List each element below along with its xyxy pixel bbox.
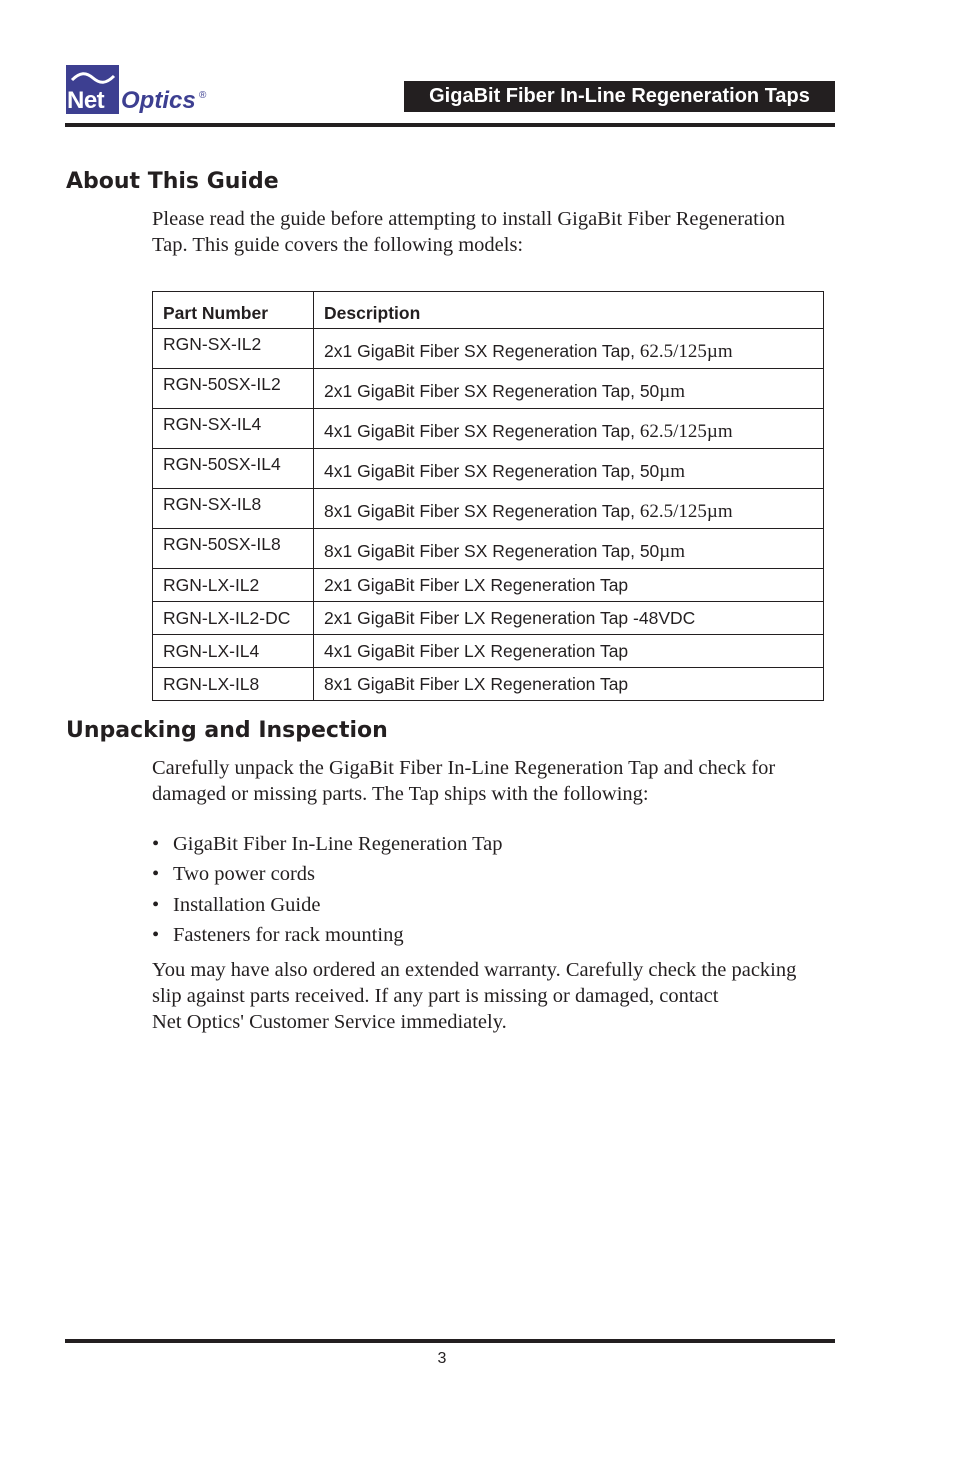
warranty-line-3: Net Optics' Customer Service immediately. xyxy=(152,1011,507,1033)
table-row xyxy=(153,369,824,409)
description-cell: 2x1 GigaBit Fiber LX Regeneration Tap -48VDC xyxy=(314,602,824,635)
description-cell: 8x1 GigaBit Fiber SX Regeneration Tap, 62.5/125µm xyxy=(314,489,824,529)
description-cell: 2x1 GigaBit Fiber LX Regeneration Tap xyxy=(314,569,824,602)
table-row xyxy=(153,635,824,668)
unpacking-intro xyxy=(152,755,842,807)
table-row xyxy=(153,529,824,569)
list-item: • GigaBit Fiber In-Line Regeneration Tap xyxy=(152,829,503,859)
column-header-description: Description xyxy=(314,292,824,329)
bullet-icon: • xyxy=(152,923,160,946)
part-number-cell: RGN-SX-IL8 xyxy=(153,489,314,529)
description-cell: 4x1 GigaBit Fiber SX Regeneration Tap, 62.5/125µm xyxy=(314,409,824,449)
net-optics-logo xyxy=(66,65,216,117)
unpacking-intro-line-1: Carefully unpack the GigaBit Fiber In-Line Regeneration Tap and check for xyxy=(152,757,776,779)
unpacking-heading: Unpacking and Inspection xyxy=(66,718,388,743)
warranty-paragraph xyxy=(152,957,842,1035)
logo-text-optics: Optics xyxy=(121,87,196,114)
about-heading: About This Guide xyxy=(66,169,279,194)
table-row xyxy=(153,449,824,489)
bullet-icon: • xyxy=(152,863,160,886)
about-intro-line-1: Please read the guide before attempting to install GigaBit Fiber Regeneration xyxy=(152,208,786,230)
part-number-cell: RGN-LX-IL2 xyxy=(153,569,314,602)
bullet-icon: • xyxy=(152,833,160,855)
description-cell: 4x1 GigaBit Fiber LX Regeneration Tap xyxy=(314,635,824,668)
list-item: • Installation Guide xyxy=(152,890,503,920)
registered-mark: ® xyxy=(199,90,207,101)
table-row xyxy=(153,409,824,449)
warranty-line-1: You may have also ordered an extended warranty. Carefully check the packing xyxy=(152,959,797,981)
part-number-cell: RGN-LX-IL8 xyxy=(153,668,314,701)
description-cell: 4x1 GigaBit Fiber SX Regeneration Tap, 50µm xyxy=(314,449,824,489)
warranty-line-2: slip against parts received. If any part is missing or damaged, contact xyxy=(152,985,719,1007)
header-rule xyxy=(65,123,835,127)
part-number-cell: RGN-SX-IL2 xyxy=(153,329,314,369)
part-number-cell: RGN-50SX-IL8 xyxy=(153,529,314,569)
unpacking-intro-line-2: damaged or missing parts. The Tap ships with the following: xyxy=(152,783,649,805)
table-row xyxy=(153,602,824,635)
column-header-part-number: Part Number xyxy=(153,292,314,329)
part-number-cell: RGN-LX-IL2-DC xyxy=(153,602,314,635)
page-number: 3 xyxy=(437,1350,447,1367)
table-row xyxy=(153,668,824,701)
description-cell: 2x1 GigaBit Fiber SX Regeneration Tap, 62.5/125µm xyxy=(314,329,824,369)
about-intro-line-2: Tap. This guide covers the following models: xyxy=(152,234,524,256)
list-item: • Two power cords xyxy=(152,859,503,889)
table-row xyxy=(153,489,824,529)
logo-mark xyxy=(66,65,119,114)
description-cell: 8x1 GigaBit Fiber SX Regeneration Tap, 50µm xyxy=(314,529,824,569)
description-cell: 8x1 GigaBit Fiber LX Regeneration Tap xyxy=(314,668,824,701)
document-header-title: GigaBit Fiber In-Line Regeneration Taps xyxy=(404,81,835,112)
part-number-cell: RGN-SX-IL4 xyxy=(153,409,314,449)
bullet-icon: • xyxy=(152,893,160,916)
list-item: • Fasteners for rack mounting xyxy=(152,920,503,950)
table-row xyxy=(153,569,824,602)
table-row xyxy=(153,329,824,369)
wave-icon xyxy=(70,71,116,85)
about-intro xyxy=(152,206,842,258)
logo-text-net: Net xyxy=(67,87,105,114)
models-table xyxy=(152,291,824,701)
part-number-cell: RGN-50SX-IL2 xyxy=(153,369,314,409)
footer-rule xyxy=(65,1339,835,1343)
shipped-items-list xyxy=(152,829,503,950)
description-cell: 2x1 GigaBit Fiber SX Regeneration Tap, 50µm xyxy=(314,369,824,409)
part-number-cell: RGN-LX-IL4 xyxy=(153,635,314,668)
part-number-cell: RGN-50SX-IL4 xyxy=(153,449,314,489)
